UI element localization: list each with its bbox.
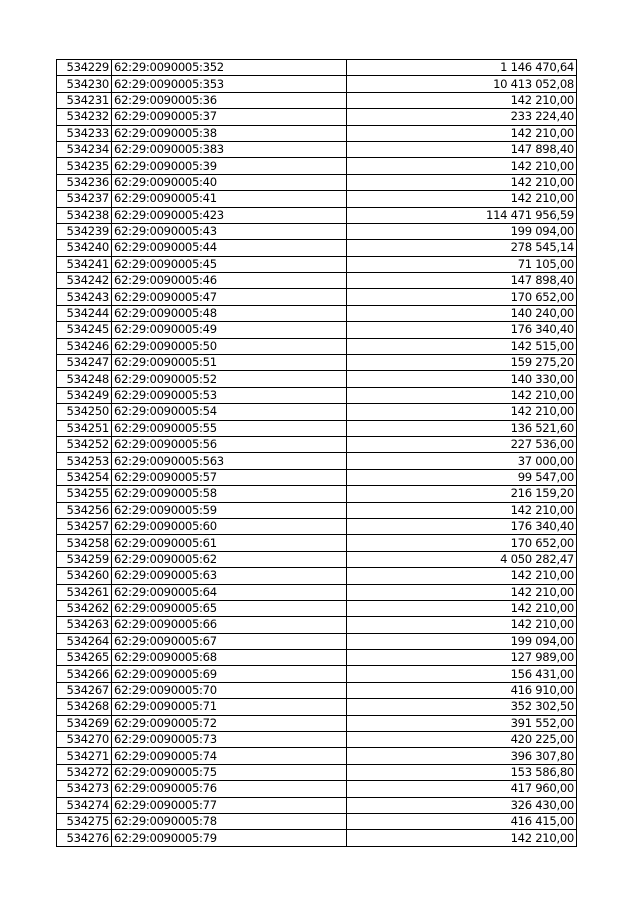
cadastral-number-cell: 62:29:0090005:44: [112, 240, 347, 256]
row-id-cell: 534266: [57, 666, 112, 682]
value-cell: 391 552,00: [347, 715, 577, 731]
value-cell: 199 094,00: [347, 633, 577, 649]
cadastral-number-cell: 62:29:0090005:423: [112, 207, 347, 223]
value-cell: 216 159,20: [347, 486, 577, 502]
value-cell: 147 898,40: [347, 273, 577, 289]
row-id-cell: 534254: [57, 469, 112, 485]
table-row: [57, 273, 577, 289]
table-row: [57, 60, 577, 76]
cadastral-number-cell: 62:29:0090005:41: [112, 191, 347, 207]
cadastral-number-cell: 62:29:0090005:37: [112, 109, 347, 125]
value-cell: 136 521,60: [347, 420, 577, 436]
cadastral-number-cell: 62:29:0090005:43: [112, 223, 347, 239]
cadastral-number-cell: 62:29:0090005:78: [112, 813, 347, 829]
cadastral-number-cell: 62:29:0090005:46: [112, 273, 347, 289]
row-id-cell: 534244: [57, 305, 112, 321]
row-id-cell: 534264: [57, 633, 112, 649]
table-row: [57, 682, 577, 698]
row-id-cell: 534271: [57, 748, 112, 764]
value-cell: 420 225,00: [347, 732, 577, 748]
table-row: [57, 748, 577, 764]
value-cell: 326 430,00: [347, 797, 577, 813]
row-id-cell: 534237: [57, 191, 112, 207]
value-cell: 4 050 282,47: [347, 551, 577, 567]
table-row: [57, 191, 577, 207]
value-cell: 127 989,00: [347, 650, 577, 666]
cadastral-number-cell: 62:29:0090005:56: [112, 436, 347, 452]
row-id-cell: 534267: [57, 682, 112, 698]
cadastral-number-cell: 62:29:0090005:38: [112, 125, 347, 141]
cadastral-number-cell: 62:29:0090005:75: [112, 764, 347, 780]
cadastral-number-cell: 62:29:0090005:353: [112, 76, 347, 92]
value-cell: 278 545,14: [347, 240, 577, 256]
cadastral-number-cell: 62:29:0090005:57: [112, 469, 347, 485]
row-id-cell: 534260: [57, 568, 112, 584]
table-row: [57, 92, 577, 108]
cadastral-number-cell: 62:29:0090005:69: [112, 666, 347, 682]
row-id-cell: 534251: [57, 420, 112, 436]
value-cell: 176 340,40: [347, 518, 577, 534]
row-id-cell: 534259: [57, 551, 112, 567]
table-row: [57, 633, 577, 649]
row-id-cell: 534256: [57, 502, 112, 518]
row-id-cell: 534248: [57, 371, 112, 387]
value-cell: 142 210,00: [347, 125, 577, 141]
value-cell: 99 547,00: [347, 469, 577, 485]
cadastral-number-cell: 62:29:0090005:40: [112, 174, 347, 190]
table-row: [57, 781, 577, 797]
table-row: [57, 420, 577, 436]
value-cell: 142 210,00: [347, 174, 577, 190]
value-cell: 140 240,00: [347, 305, 577, 321]
table-row: [57, 813, 577, 829]
value-cell: 142 210,00: [347, 92, 577, 108]
row-id-cell: 534240: [57, 240, 112, 256]
table-row: [57, 223, 577, 239]
table-row: [57, 141, 577, 157]
cadastral-number-cell: 62:29:0090005:49: [112, 322, 347, 338]
row-id-cell: 534242: [57, 273, 112, 289]
row-id-cell: 534243: [57, 289, 112, 305]
row-id-cell: 534235: [57, 158, 112, 174]
table-row: [57, 600, 577, 616]
cadastral-number-cell: 62:29:0090005:74: [112, 748, 347, 764]
cadastral-number-cell: 62:29:0090005:68: [112, 650, 347, 666]
value-cell: 142 210,00: [347, 830, 577, 846]
table-row: [57, 666, 577, 682]
table-row: [57, 76, 577, 92]
cadastral-number-cell: 62:29:0090005:70: [112, 682, 347, 698]
table-row: [57, 436, 577, 452]
cadastral-number-cell: 62:29:0090005:67: [112, 633, 347, 649]
value-cell: 156 431,00: [347, 666, 577, 682]
cadastral-number-cell: 62:29:0090005:36: [112, 92, 347, 108]
value-cell: 417 960,00: [347, 781, 577, 797]
value-cell: 1 146 470,64: [347, 60, 577, 76]
table-row: [57, 322, 577, 338]
table-row: [57, 568, 577, 584]
cadastral-number-cell: 62:29:0090005:72: [112, 715, 347, 731]
table-row: [57, 584, 577, 600]
value-cell: 352 302,50: [347, 699, 577, 715]
row-id-cell: 534232: [57, 109, 112, 125]
value-cell: 71 105,00: [347, 256, 577, 272]
value-cell: 142 210,00: [347, 617, 577, 633]
row-id-cell: 534261: [57, 584, 112, 600]
value-cell: 416 415,00: [347, 813, 577, 829]
table-row: [57, 699, 577, 715]
table-body: [57, 60, 577, 847]
table-row: [57, 355, 577, 371]
cadastral-number-cell: 62:29:0090005:61: [112, 535, 347, 551]
value-cell: 199 094,00: [347, 223, 577, 239]
value-cell: 142 210,00: [347, 387, 577, 403]
row-id-cell: 534255: [57, 486, 112, 502]
cadastral-number-cell: 62:29:0090005:383: [112, 141, 347, 157]
row-id-cell: 534268: [57, 699, 112, 715]
value-cell: 416 910,00: [347, 682, 577, 698]
cadastral-number-cell: 62:29:0090005:54: [112, 404, 347, 420]
row-id-cell: 534234: [57, 141, 112, 157]
row-id-cell: 534241: [57, 256, 112, 272]
cadastral-number-cell: 62:29:0090005:79: [112, 830, 347, 846]
cadastral-number-cell: 62:29:0090005:352: [112, 60, 347, 76]
value-cell: 114 471 956,59: [347, 207, 577, 223]
row-id-cell: 534236: [57, 174, 112, 190]
table-row: [57, 158, 577, 174]
row-id-cell: 534246: [57, 338, 112, 354]
row-id-cell: 534239: [57, 223, 112, 239]
cadastral-number-cell: 62:29:0090005:65: [112, 600, 347, 616]
row-id-cell: 534270: [57, 732, 112, 748]
table-row: [57, 371, 577, 387]
value-cell: 159 275,20: [347, 355, 577, 371]
value-cell: 10 413 052,08: [347, 76, 577, 92]
cadastral-number-cell: 62:29:0090005:71: [112, 699, 347, 715]
value-cell: 227 536,00: [347, 436, 577, 452]
value-cell: 142 210,00: [347, 404, 577, 420]
table-row: [57, 305, 577, 321]
row-id-cell: 534245: [57, 322, 112, 338]
value-cell: 170 652,00: [347, 289, 577, 305]
table-row: [57, 174, 577, 190]
table-row: [57, 732, 577, 748]
row-id-cell: 534258: [57, 535, 112, 551]
row-id-cell: 534247: [57, 355, 112, 371]
row-id-cell: 534250: [57, 404, 112, 420]
cadastral-number-cell: 62:29:0090005:66: [112, 617, 347, 633]
cadastral-number-cell: 62:29:0090005:76: [112, 781, 347, 797]
value-cell: 142 210,00: [347, 584, 577, 600]
value-cell: 147 898,40: [347, 141, 577, 157]
table-row: [57, 109, 577, 125]
row-id-cell: 534269: [57, 715, 112, 731]
row-id-cell: 534263: [57, 617, 112, 633]
row-id-cell: 534265: [57, 650, 112, 666]
cadastral-number-cell: 62:29:0090005:563: [112, 453, 347, 469]
value-cell: 142 515,00: [347, 338, 577, 354]
table-row: [57, 764, 577, 780]
cadastral-number-cell: 62:29:0090005:63: [112, 568, 347, 584]
table-row: [57, 289, 577, 305]
row-id-cell: 534274: [57, 797, 112, 813]
table-row: [57, 650, 577, 666]
row-id-cell: 534253: [57, 453, 112, 469]
table-row: [57, 404, 577, 420]
cadastral-number-cell: 62:29:0090005:59: [112, 502, 347, 518]
value-cell: 142 210,00: [347, 568, 577, 584]
cadastral-number-cell: 62:29:0090005:77: [112, 797, 347, 813]
cadastral-number-cell: 62:29:0090005:51: [112, 355, 347, 371]
table-row: [57, 797, 577, 813]
value-cell: 233 224,40: [347, 109, 577, 125]
row-id-cell: 534276: [57, 830, 112, 846]
table-row: [57, 469, 577, 485]
cadastral-number-cell: 62:29:0090005:58: [112, 486, 347, 502]
table-row: [57, 617, 577, 633]
cadastral-number-cell: 62:29:0090005:50: [112, 338, 347, 354]
row-id-cell: 534262: [57, 600, 112, 616]
row-id-cell: 534229: [57, 60, 112, 76]
value-cell: 153 586,80: [347, 764, 577, 780]
table-row: [57, 551, 577, 567]
cadastral-number-cell: 62:29:0090005:45: [112, 256, 347, 272]
table-row: [57, 502, 577, 518]
row-id-cell: 534273: [57, 781, 112, 797]
table-row: [57, 256, 577, 272]
row-id-cell: 534238: [57, 207, 112, 223]
cadastral-number-cell: 62:29:0090005:53: [112, 387, 347, 403]
cadastral-number-cell: 62:29:0090005:60: [112, 518, 347, 534]
cadastral-number-cell: 62:29:0090005:52: [112, 371, 347, 387]
row-id-cell: 534249: [57, 387, 112, 403]
cadastral-number-cell: 62:29:0090005:64: [112, 584, 347, 600]
row-id-cell: 534257: [57, 518, 112, 534]
table-row: [57, 338, 577, 354]
row-id-cell: 534272: [57, 764, 112, 780]
cadastral-number-cell: 62:29:0090005:55: [112, 420, 347, 436]
table-row: [57, 240, 577, 256]
table-row: [57, 387, 577, 403]
value-cell: 142 210,00: [347, 158, 577, 174]
table-row: [57, 486, 577, 502]
table-row: [57, 715, 577, 731]
value-cell: 170 652,00: [347, 535, 577, 551]
table-row: [57, 453, 577, 469]
value-cell: 176 340,40: [347, 322, 577, 338]
row-id-cell: 534230: [57, 76, 112, 92]
table-row: [57, 830, 577, 846]
value-cell: 142 210,00: [347, 600, 577, 616]
cadastral-number-cell: 62:29:0090005:48: [112, 305, 347, 321]
row-id-cell: 534275: [57, 813, 112, 829]
value-cell: 37 000,00: [347, 453, 577, 469]
cadastral-number-cell: 62:29:0090005:62: [112, 551, 347, 567]
table-row: [57, 207, 577, 223]
table-row: [57, 125, 577, 141]
cadastral-number-cell: 62:29:0090005:73: [112, 732, 347, 748]
value-cell: 140 330,00: [347, 371, 577, 387]
row-id-cell: 534252: [57, 436, 112, 452]
row-id-cell: 534233: [57, 125, 112, 141]
table-row: [57, 518, 577, 534]
row-id-cell: 534231: [57, 92, 112, 108]
cadastral-number-cell: 62:29:0090005:47: [112, 289, 347, 305]
value-cell: 142 210,00: [347, 191, 577, 207]
table-row: [57, 535, 577, 551]
cadastral-table: [56, 59, 577, 847]
value-cell: 142 210,00: [347, 502, 577, 518]
cadastral-number-cell: 62:29:0090005:39: [112, 158, 347, 174]
value-cell: 396 307,80: [347, 748, 577, 764]
